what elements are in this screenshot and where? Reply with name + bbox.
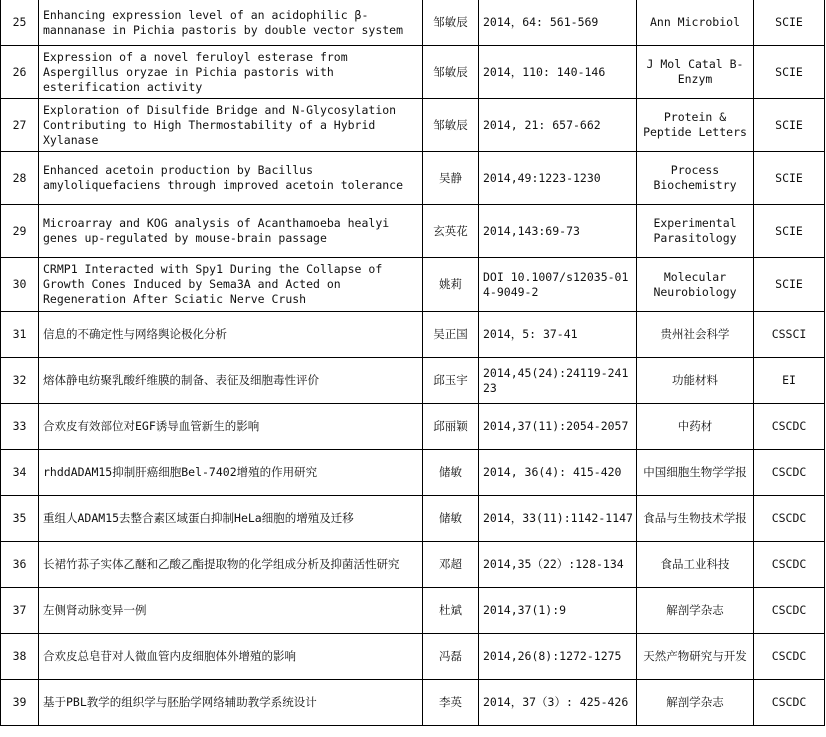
table-row (1, 496, 825, 542)
table-row (1, 258, 825, 312)
paper-title: Exploration of Disulfide Bridge and N-Glycosylation Contributing to High Thermostability of a Hybrid Xylanase (39, 99, 423, 152)
paper-title: CRMP1 Interacted with Spy1 During the Collapse of Growth Cones Induced by Sema3A and Acted on Regeneration After Sciatic Nerve Crush (39, 258, 423, 312)
volume-pages: 2014,37(1):9 (479, 588, 637, 634)
row-number: 39 (1, 680, 39, 726)
row-number: 35 (1, 496, 39, 542)
author-name: 邹敏辰 (423, 0, 479, 46)
index-type: CSCDC (754, 680, 825, 726)
table-row (1, 99, 825, 152)
table-row (1, 46, 825, 99)
volume-pages: 2014，5: 37-41 (479, 312, 637, 358)
journal-name: 中药材 (637, 404, 754, 450)
volume-pages: 2014，110: 140-146 (479, 46, 637, 99)
paper-title: Enhancing expression level of an acidophilic β-mannanase in Pichia pastoris by double vector system (39, 0, 423, 46)
paper-title: rhddADAM15抑制肝癌细胞Bel-7402增殖的作用研究 (39, 450, 423, 496)
journal-name: Protein & Peptide Letters (637, 99, 754, 152)
index-type: EI (754, 358, 825, 404)
journal-name: Process Biochemistry (637, 152, 754, 205)
author-name: 姚莉 (423, 258, 479, 312)
journal-name: Ann Microbiol (637, 0, 754, 46)
table-row (1, 205, 825, 258)
row-number: 34 (1, 450, 39, 496)
volume-pages: 2014, 36(4): 415-420 (479, 450, 637, 496)
bottom-strip (0, 733, 826, 737)
publication-table-body (1, 0, 825, 726)
index-type: CSCDC (754, 588, 825, 634)
paper-title: 信息的不确定性与网络舆论极化分析 (39, 312, 423, 358)
volume-pages: 2014,143:69-73 (479, 205, 637, 258)
journal-name: 食品与生物技术学报 (637, 496, 754, 542)
paper-title: Enhanced acetoin production by Bacillus amyloliquefaciens through improved acetoin tolerance (39, 152, 423, 205)
table-row (1, 680, 825, 726)
author-name: 邱玉宇 (423, 358, 479, 404)
index-type: CSCDC (754, 542, 825, 588)
table-row (1, 312, 825, 358)
index-type: CSCDC (754, 496, 825, 542)
row-number: 33 (1, 404, 39, 450)
author-name: 吴正国 (423, 312, 479, 358)
journal-name: 天然产物研究与开发 (637, 634, 754, 680)
index-type: SCIE (754, 152, 825, 205)
paper-title: 左侧肾动脉变异一例 (39, 588, 423, 634)
row-number: 37 (1, 588, 39, 634)
volume-pages: 2014,37(11):2054-2057 (479, 404, 637, 450)
volume-pages: 2014，33(11):1142-1147 (479, 496, 637, 542)
table-row (1, 404, 825, 450)
journal-name: 中国细胞生物学学报 (637, 450, 754, 496)
author-name: 储敏 (423, 496, 479, 542)
author-name: 邹敏辰 (423, 99, 479, 152)
table-row (1, 588, 825, 634)
author-name: 邱丽颖 (423, 404, 479, 450)
volume-pages: 2014，37（3）: 425-426 (479, 680, 637, 726)
journal-name: 解剖学杂志 (637, 680, 754, 726)
table-row (1, 450, 825, 496)
index-type: CSCDC (754, 450, 825, 496)
row-number: 36 (1, 542, 39, 588)
paper-title: 重组人ADAM15去整合素区域蛋白抑制HeLa细胞的增殖及迁移 (39, 496, 423, 542)
journal-name: 食品工业科技 (637, 542, 754, 588)
table-row (1, 634, 825, 680)
volume-pages: 2014,35（22）:128-134 (479, 542, 637, 588)
paper-title: Microarray and KOG analysis of Acanthamoeba healyi genes up-regulated by mouse-brain passage (39, 205, 423, 258)
index-type: CSSCI (754, 312, 825, 358)
paper-title: 合欢皮有效部位对EGF诱导血管新生的影响 (39, 404, 423, 450)
row-number: 25 (1, 0, 39, 46)
paper-title: 熔体静电纺聚乳酸纤维膜的制备、表征及细胞毒性评价 (39, 358, 423, 404)
row-number: 27 (1, 99, 39, 152)
index-type: SCIE (754, 46, 825, 99)
row-number: 38 (1, 634, 39, 680)
row-number: 26 (1, 46, 39, 99)
author-name: 玄英花 (423, 205, 479, 258)
paper-title: 基于PBL教学的组织学与胚胎学网络辅助教学系统设计 (39, 680, 423, 726)
author-name: 李英 (423, 680, 479, 726)
journal-name: Experimental Parasitology (637, 205, 754, 258)
paper-title: 合欢皮总皂苷对人微血管内皮细胞体外增殖的影响 (39, 634, 423, 680)
author-name: 杜斌 (423, 588, 479, 634)
row-number: 28 (1, 152, 39, 205)
journal-name: 贵州社会科学 (637, 312, 754, 358)
index-type: SCIE (754, 205, 825, 258)
journal-name: 功能材料 (637, 358, 754, 404)
volume-pages: 2014，64: 561-569 (479, 0, 637, 46)
index-type: CSCDC (754, 634, 825, 680)
author-name: 吴静 (423, 152, 479, 205)
row-number: 31 (1, 312, 39, 358)
journal-name: J Mol Catal B-Enzym (637, 46, 754, 99)
index-type: SCIE (754, 258, 825, 312)
index-type: SCIE (754, 0, 825, 46)
author-name: 邓超 (423, 542, 479, 588)
row-number: 29 (1, 205, 39, 258)
volume-pages: 2014,49:1223-1230 (479, 152, 637, 205)
table-row (1, 542, 825, 588)
author-name: 冯磊 (423, 634, 479, 680)
volume-pages: 2014,45(24):24119-24123 (479, 358, 637, 404)
volume-pages: DOI 10.1007/s12035-014-9049-2 (479, 258, 637, 312)
table-row (1, 0, 825, 46)
paper-title: 长裙竹荪子实体乙醚和乙酸乙酯提取物的化学组成分析及抑菌活性研究 (39, 542, 423, 588)
row-number: 32 (1, 358, 39, 404)
row-number: 30 (1, 258, 39, 312)
journal-name: 解剖学杂志 (637, 588, 754, 634)
table-row (1, 358, 825, 404)
paper-title: Expression of a novel feruloyl esterase from Aspergillus oryzae in Pichia pastoris with esterification activity (39, 46, 423, 99)
author-name: 邹敏辰 (423, 46, 479, 99)
volume-pages: 2014,26(8):1272-1275 (479, 634, 637, 680)
journal-name: Molecular Neurobiology (637, 258, 754, 312)
volume-pages: 2014, 21: 657-662 (479, 99, 637, 152)
table-row (1, 152, 825, 205)
author-name: 储敏 (423, 450, 479, 496)
index-type: SCIE (754, 99, 825, 152)
index-type: CSCDC (754, 404, 825, 450)
